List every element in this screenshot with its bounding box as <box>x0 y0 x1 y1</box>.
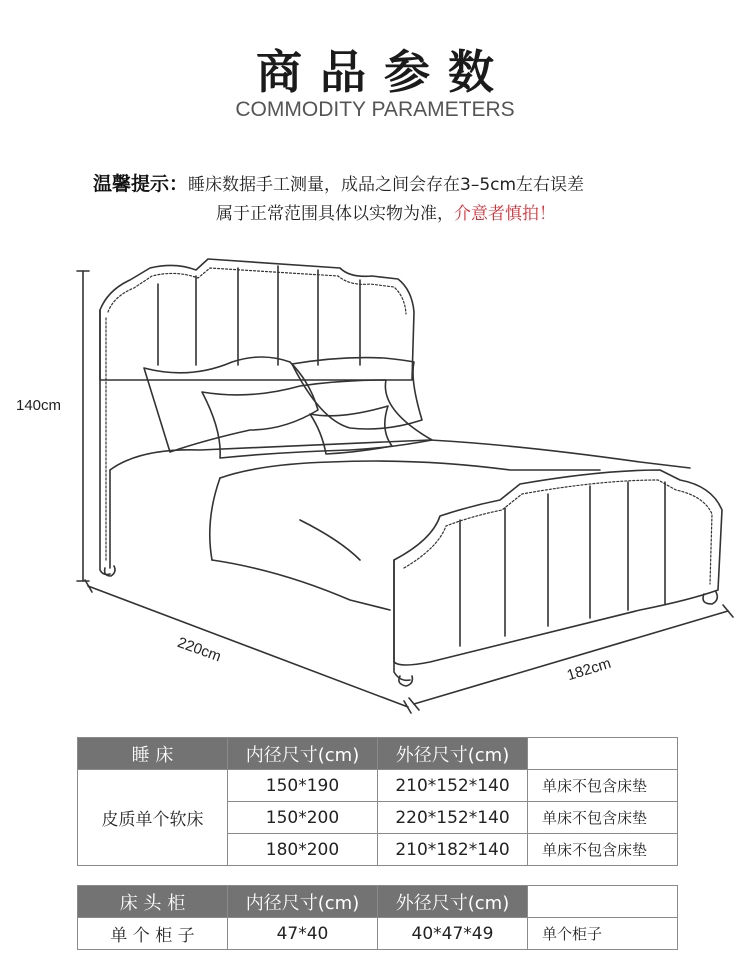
header-outer: 外径尺寸(cm) <box>378 886 528 918</box>
tip-line-1: 睡床数据手工测量，成品之间会存在3–5cm左右误差 <box>188 175 585 195</box>
outer-size: 220*152*140 <box>378 802 528 834</box>
header-inner: 内径尺寸(cm) <box>228 738 378 770</box>
width-dimension-line <box>409 605 733 710</box>
bed-table-header <box>78 738 678 770</box>
outer-size: 210*182*140 <box>378 834 528 866</box>
header-inner: 内径尺寸(cm) <box>228 886 378 918</box>
note: 单个柜子 <box>528 918 678 950</box>
cabinet-table-header <box>78 886 678 918</box>
note: 单床不包含床垫 <box>528 770 678 802</box>
note: 单床不包含床垫 <box>528 802 678 834</box>
tip-label: 温馨提示： <box>93 173 189 195</box>
height-dimension-line <box>77 271 89 581</box>
mattress <box>110 440 690 610</box>
page-subtitle: COMMODITY PARAMETERS <box>235 98 515 121</box>
header-blank <box>528 886 678 918</box>
product-name: 皮质单个软床 <box>78 770 228 866</box>
page-title: 商品参数 <box>256 45 512 99</box>
inner-size: 150*200 <box>228 802 378 834</box>
product-name: 单 个 柜 子 <box>78 918 228 950</box>
length-label: 220cm <box>175 634 224 666</box>
tip-warning: 介意者慎拍！ <box>454 204 556 224</box>
height-label: 140cm <box>16 397 62 414</box>
header-blank <box>528 738 678 770</box>
inner-size: 180*200 <box>228 834 378 866</box>
length-dimension-line <box>85 580 411 713</box>
tip-line-2-text: 属于正常范围具体以实物为准， <box>216 204 454 224</box>
headboard <box>100 259 414 575</box>
header-bed: 睡 床 <box>78 738 228 770</box>
width-label: 182cm <box>565 654 614 685</box>
table-row <box>78 770 678 802</box>
note: 单床不包含床垫 <box>528 834 678 866</box>
inner-size: 150*190 <box>228 770 378 802</box>
header-outer: 外径尺寸(cm) <box>378 738 528 770</box>
nightstand-spec-table <box>77 885 678 950</box>
outer-size: 40*47*49 <box>378 918 528 950</box>
header-nightstand: 床 头 柜 <box>78 886 228 918</box>
bed-spec-table <box>77 737 678 866</box>
pillows <box>144 357 432 458</box>
outer-size: 210*152*140 <box>378 770 528 802</box>
table-row <box>78 918 678 950</box>
inner-size: 47*40 <box>228 918 378 950</box>
